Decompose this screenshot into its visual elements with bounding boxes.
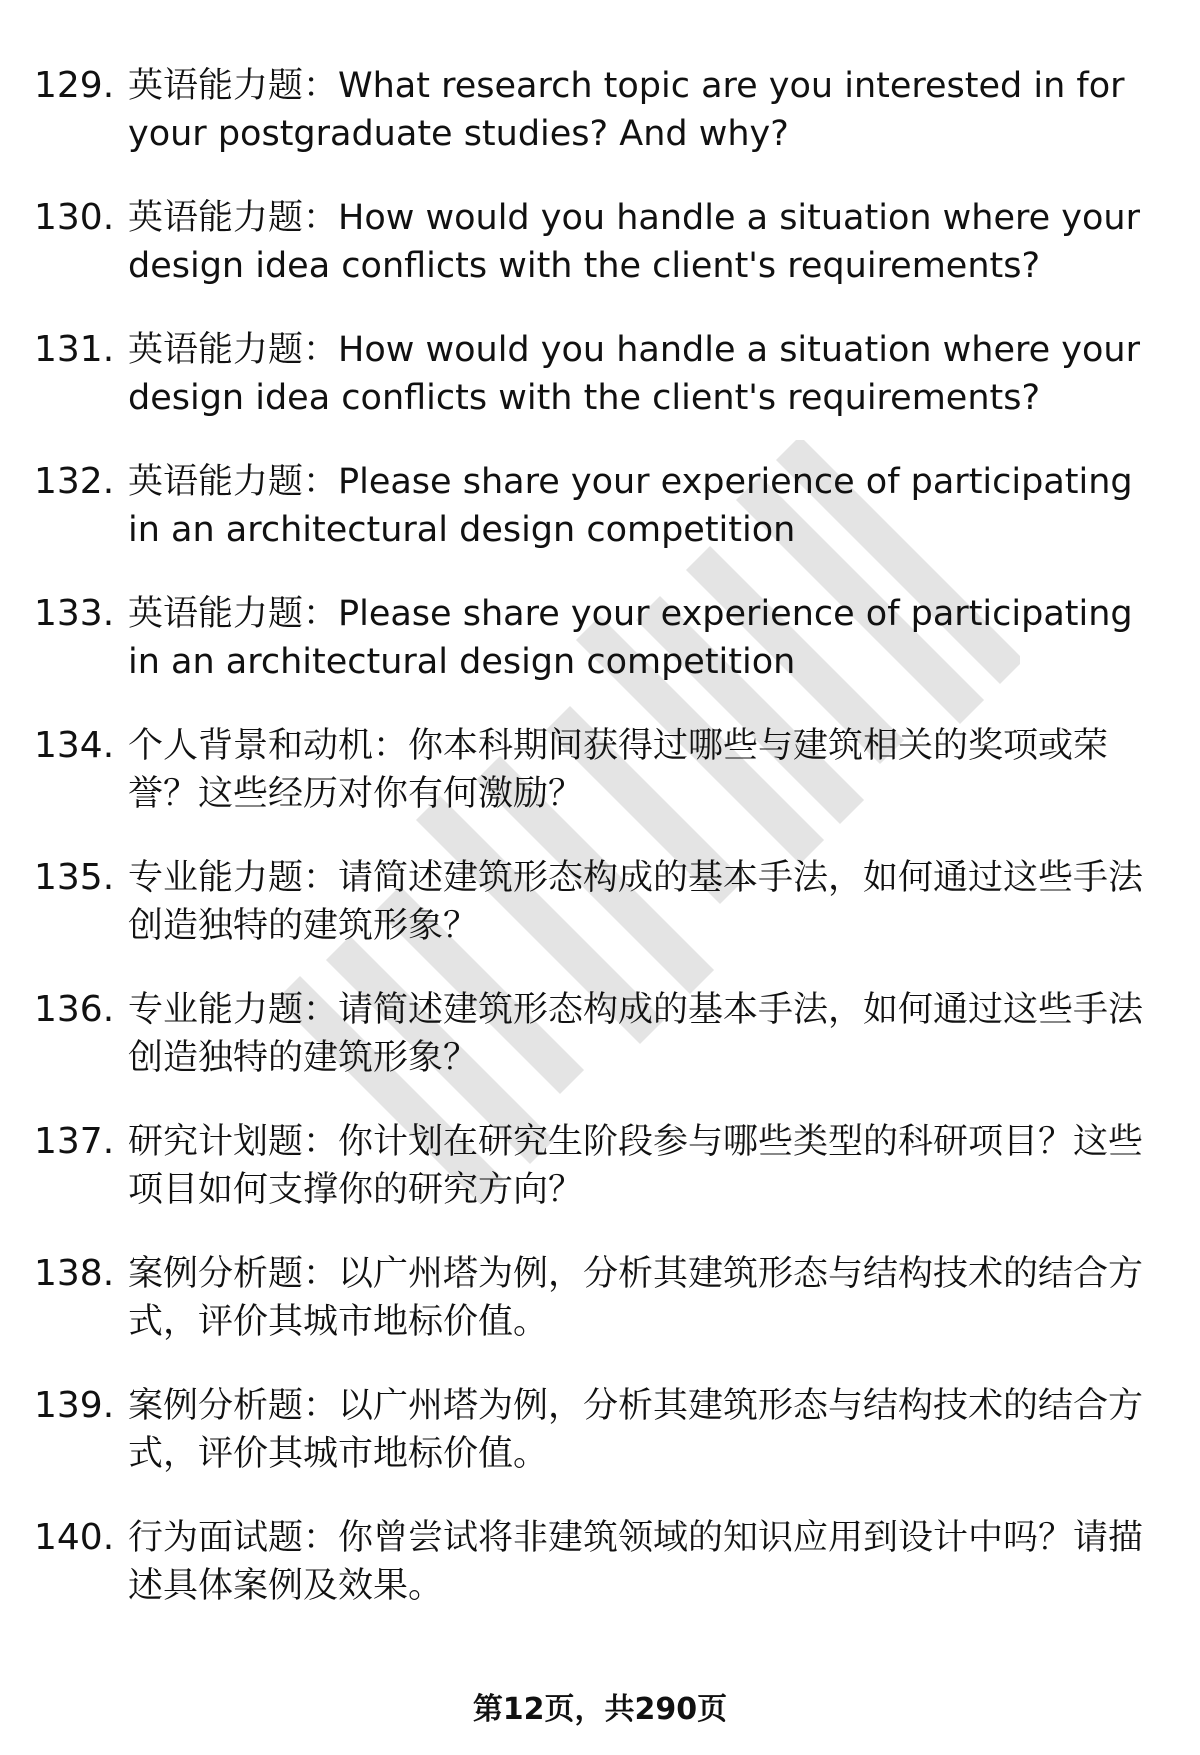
question-text: 专业能力题：请简述建筑形态构成的基本手法，如何通过这些手法创造独特的建筑形象？ — [128, 858, 1144, 946]
question-item — [34, 986, 1154, 1118]
page-footer — [0, 1690, 1200, 1730]
question-text: 英语能力题：How would you handle a situation where your design idea conflicts with the client's requirements? — [128, 198, 1140, 286]
question-text: 行为面试题：你曾尝试将非建筑领域的知识应用到设计中吗？请描述具体案例及效果。 — [128, 1518, 1144, 1606]
question-number: 132. — [34, 461, 115, 502]
question-text: 个人背景和动机：你本科期间获得过哪些与建筑相关的奖项或荣誉？这些经历对你有何激励？ — [128, 726, 1109, 814]
question-number: 133. — [34, 593, 115, 634]
question-item — [34, 62, 1154, 194]
question-item — [34, 326, 1154, 458]
question-item — [34, 722, 1154, 854]
question-text: 专业能力题：请简述建筑形态构成的基本手法，如何通过这些手法创造独特的建筑形象？ — [128, 990, 1144, 1078]
question-number: 138. — [34, 1253, 115, 1294]
question-number: 129. — [34, 65, 115, 106]
question-number: 134. — [34, 725, 115, 766]
question-item — [34, 1514, 1154, 1646]
question-number: 135. — [34, 857, 115, 898]
question-number: 136. — [34, 989, 115, 1030]
question-text: 英语能力题：How would you handle a situation where your design idea conflicts with the client's requirements? — [128, 330, 1140, 418]
question-text: 英语能力题：What research topic are you interested in for your postgraduate studies? And why? — [128, 66, 1125, 154]
question-item — [34, 458, 1154, 590]
question-item — [34, 1382, 1154, 1514]
question-text: 研究计划题：你计划在研究生阶段参与哪些类型的科研项目？这些项目如何支撑你的研究方向？ — [128, 1122, 1144, 1210]
question-item — [34, 590, 1154, 722]
question-text: 英语能力题：Please share your experience of participating in an architectural design competition — [128, 462, 1133, 550]
question-number: 130. — [34, 197, 115, 238]
question-text: 英语能力题：Please share your experience of participating in an architectural design competition — [128, 594, 1133, 682]
question-item — [34, 854, 1154, 986]
question-number: 139. — [34, 1385, 115, 1426]
question-item — [34, 1118, 1154, 1250]
question-text: 案例分析题：以广州塔为例，分析其建筑形态与结构技术的结合方式，评价其城市地标价值。 — [128, 1386, 1144, 1474]
page-number-label: 第12页，共290页 — [472, 1692, 728, 1727]
question-number: 131. — [34, 329, 115, 370]
question-text: 案例分析题：以广州塔为例，分析其建筑形态与结构技术的结合方式，评价其城市地标价值。 — [128, 1254, 1144, 1342]
question-list — [34, 62, 1154, 1646]
question-number: 137. — [34, 1121, 115, 1162]
question-item — [34, 1250, 1154, 1382]
question-item — [34, 194, 1154, 326]
question-number: 140. — [34, 1517, 115, 1558]
